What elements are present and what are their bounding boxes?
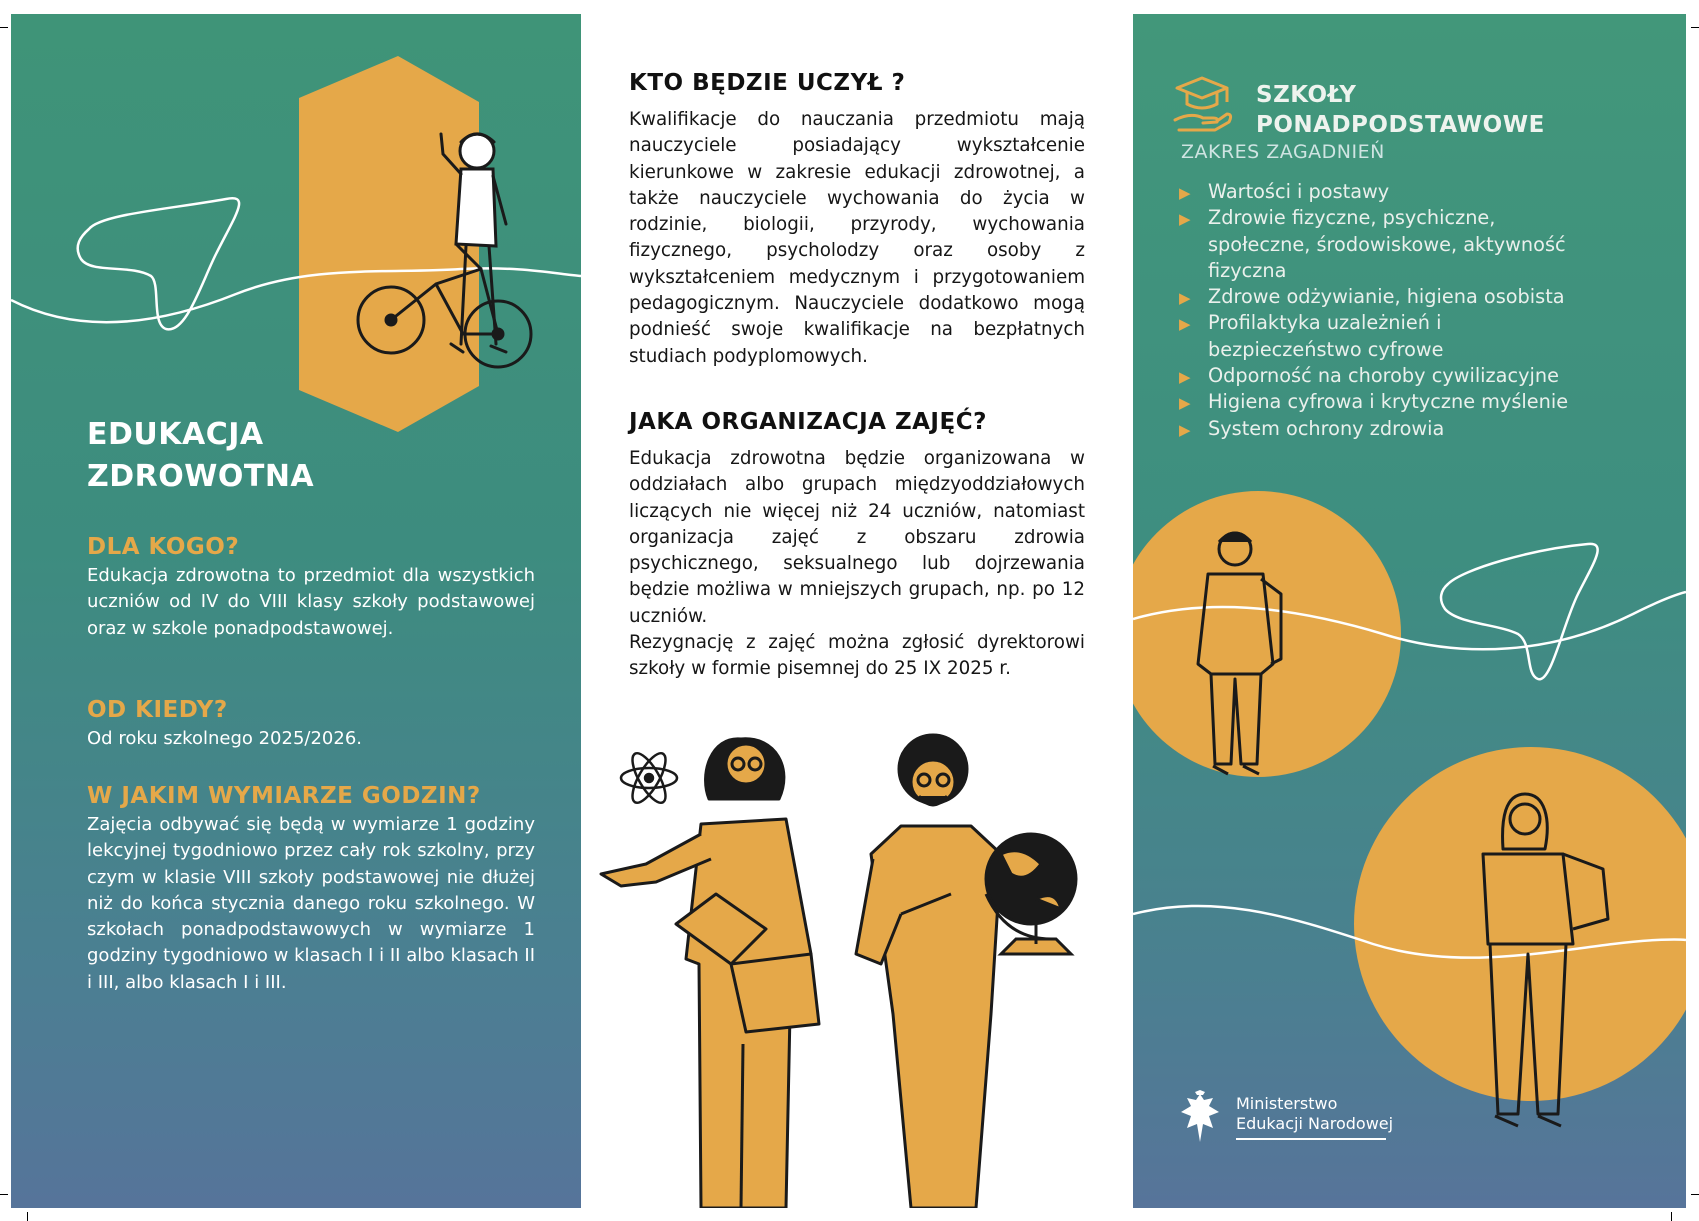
crop-mark (0, 1194, 8, 1195)
left-panel (11, 14, 581, 1208)
section-text-organizacja: Edukacja zdrowotna będzie organizowana w oddziałach albo grupach międzyoddziałowych liczących nie więcej niż 24 uczniów, natomiast organizacja zajęć z obszaru zdrowia psychicznego, seksualnego lub dojrzewania będzie możliwa w mniejszych grupach, np. po 12 uczniów. (629, 448, 1085, 627)
topic-item (1179, 179, 1599, 205)
triangle-right-icon: ▶ (1179, 315, 1191, 334)
right-panel (1133, 14, 1686, 1208)
man-teacher (856, 735, 1001, 1208)
wave-line (11, 268, 581, 322)
orange-circle-top (1133, 491, 1401, 777)
ministry-name-line-1: Ministerstwo (1236, 1094, 1338, 1113)
graduation-cap-hand-icon (1173, 72, 1233, 134)
triangle-right-icon: ▶ (1179, 420, 1191, 439)
section-heading-wymiar-godzin: W JAKIM WYMIARZE GODZIN? (87, 783, 481, 809)
globe-icon (986, 834, 1076, 954)
topic-label: Zdrowe odżywianie, higiena osobista (1208, 285, 1565, 309)
topic-item (1179, 416, 1599, 442)
crop-mark (1691, 1194, 1699, 1195)
crop-mark (1671, 1212, 1672, 1221)
crop-mark (27, 1212, 28, 1221)
topic-item (1179, 205, 1599, 284)
atom-icon (621, 749, 677, 807)
crop-mark (0, 27, 8, 28)
title-line-1: EDUKACJA (87, 417, 264, 452)
section-heading-dla-kogo: DLA KOGO? (87, 534, 240, 560)
triangle-right-icon: ▶ (1179, 368, 1191, 387)
triangle-right-icon: ▶ (1179, 184, 1191, 202)
right-title-line-2: PONADPODSTAWOWE (1256, 112, 1545, 138)
woman-teacher (601, 739, 819, 1208)
page-title (87, 414, 314, 498)
right-title-line-1: SZKOŁY (1256, 82, 1357, 108)
topics-subtitle: ZAKRES ZAGADNIEŃ (1181, 141, 1385, 163)
middle-panel (581, 14, 1133, 1208)
crop-mark (1691, 27, 1699, 28)
topic-label: Wartości i postawy (1208, 180, 1390, 203)
section-text-rezygnacja: Rezygnację z zajęć można zgłosić dyrektorowi szkoły w formie pisemnej do 25 IX 2025 r. (629, 632, 1085, 680)
polish-eagle-emblem-icon (1179, 1090, 1221, 1146)
ministry-logo-text (1236, 1094, 1393, 1140)
triangle-right-icon: ▶ (1179, 210, 1191, 229)
topic-label: Profilaktyka uzależnień i bezpieczeństwo cyfrowe (1208, 311, 1444, 361)
topic-item (1179, 389, 1599, 415)
topic-label: Higiena cyfrowa i krytyczne myślenie (1208, 390, 1569, 414)
section-heading-kto-uczy: KTO BĘDZIE UCZYŁ ? (629, 70, 906, 96)
teachers-illustration (581, 714, 1133, 1208)
section-text-od-kiedy: Od roku szkolnego 2025/2026. (87, 728, 363, 749)
right-title (1256, 80, 1545, 140)
topic-item (1179, 284, 1599, 310)
topics-list (1179, 179, 1599, 442)
section-text-dla-kogo: Edukacja zdrowotna to przedmiot dla wszystkich uczniów od IV do VIII klasy szkoły podstawowej oraz w szkole ponadpodstawowej. (87, 565, 535, 639)
topic-item (1179, 310, 1599, 363)
logo-underline (1236, 1138, 1386, 1140)
ministry-name-line-2: Edukacji Narodowej (1236, 1114, 1394, 1133)
triangle-right-icon: ▶ (1179, 289, 1191, 308)
section-heading-organizacja: JAKA ORGANIZACJA ZAJĘĆ? (629, 409, 987, 435)
paper-plane-outline (1441, 544, 1598, 679)
paper-plane-outline (78, 198, 239, 329)
topic-label: Odporność na choroby cywilizacyjne (1208, 364, 1559, 388)
topic-label: Zdrowie fizyczne, psychiczne, społeczne, środowiskowe, aktywność fizyczna (1208, 206, 1566, 282)
section-text-wymiar-godzin: Zajęcia odbywać się będą w wymiarze 1 godziny lekcyjnej tygodniowo przez cały rok szkolny, przy czym w klasie VIII szkoły podstawowej nie dłużej niż do końca stycznia danego roku szkolnego. W szkołach ponadpodstawowych w wymiarze 1 godziny tygodniowo w klasach I i II albo klasach II i III, albo klasach I i III. (87, 814, 535, 993)
topic-label: System ochrony zdrowia (1208, 416, 1445, 440)
triangle-right-icon: ▶ (1179, 394, 1191, 413)
section-text-kto-uczy: Kwalifikacje do nauczania przedmiotu mają nauczyciele posiadający wykształcenie kierunkowe w zakresie edukacji zdrowotnej, a także nauczyciele wychowania do życia w rodzinie, biologii, przyrody, wychowania fizycznego, psycholodzy oraz osoby z wykształceniem medycznym i przygotowaniem pedagogicznym. Nauczyciele dodatkowo mogą podnieść swoje kwalifikacje na bezpłatnych studiach podyplomowych. (629, 109, 1085, 367)
hexagon-shape (299, 56, 479, 432)
title-line-2: ZDROWOTNA (87, 459, 315, 494)
section-heading-od-kiedy: OD KIEDY? (87, 697, 228, 723)
topic-item (1179, 363, 1599, 389)
